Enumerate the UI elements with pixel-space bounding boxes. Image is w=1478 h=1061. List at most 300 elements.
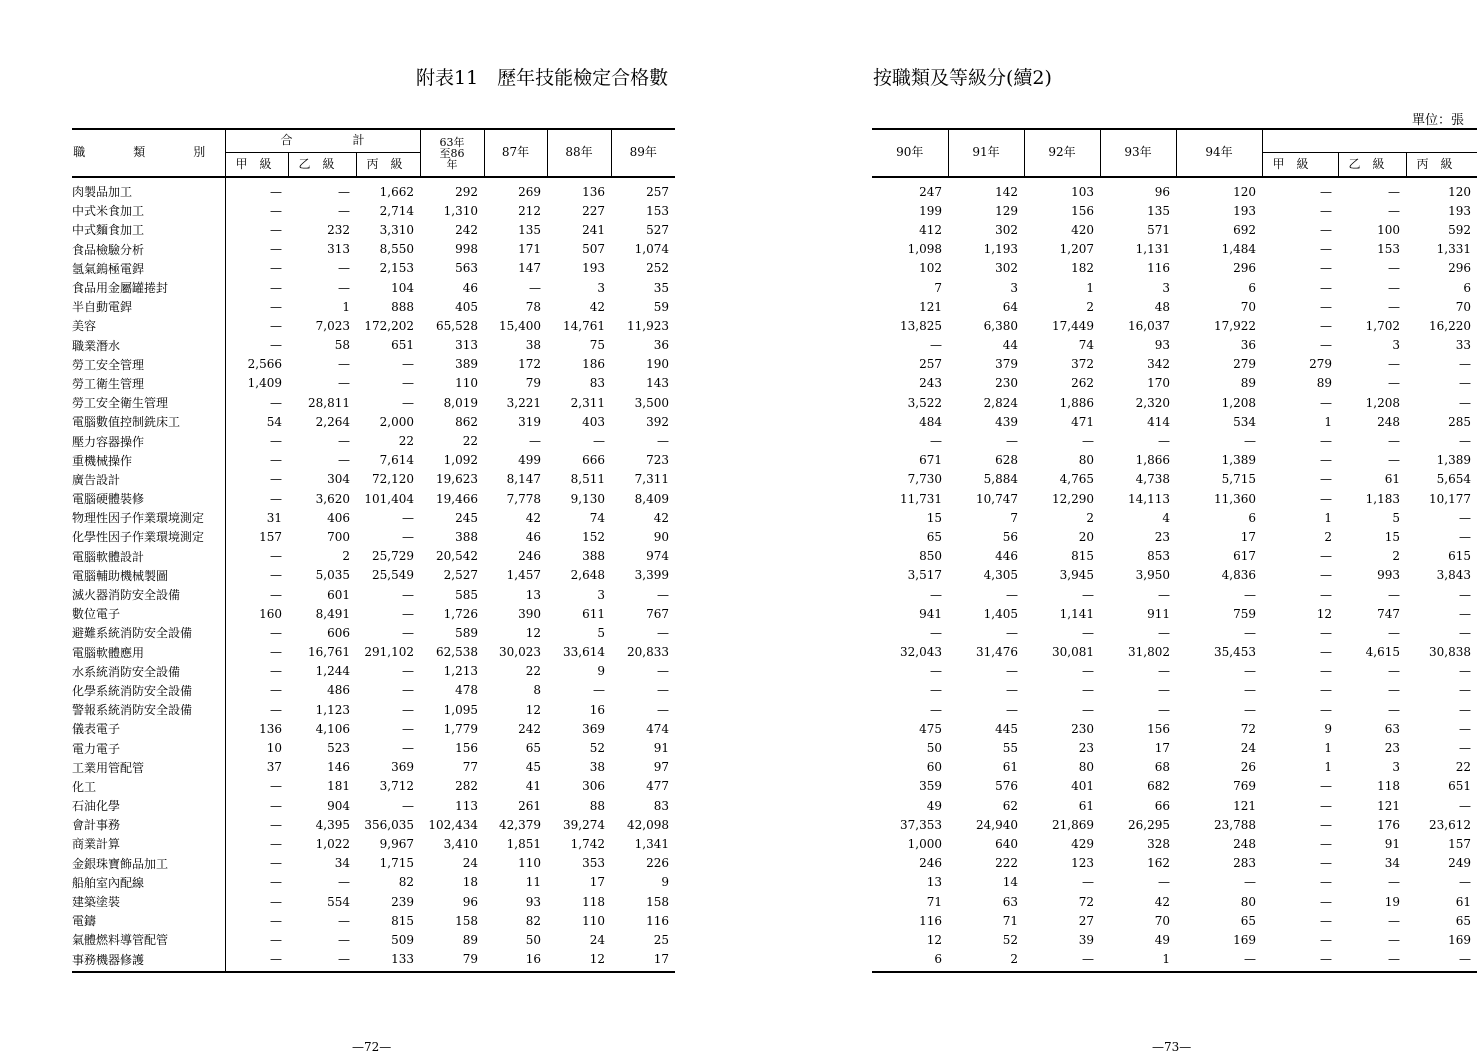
table-cell: 445 (995, 721, 1018, 736)
table-cell: 50 (926, 741, 942, 756)
table-cell: — (657, 434, 670, 449)
table-cell: — (1388, 587, 1400, 602)
table-cell: 589 (455, 625, 479, 640)
table-cell: 3,399 (634, 568, 670, 583)
table-cell: 58 (334, 338, 350, 353)
table-cell: 1 (1162, 952, 1170, 967)
table-cell: 1,208 (1365, 395, 1400, 410)
table-cell: 8 (533, 683, 542, 698)
table-cell: 1 (1324, 510, 1332, 525)
table-cell: — (338, 261, 350, 276)
table-cell: — (1158, 683, 1170, 698)
table-cell: 34 (334, 856, 350, 871)
table-cell: — (1006, 587, 1018, 602)
table-cell: 279 (1233, 357, 1256, 372)
table-cell: 38 (525, 338, 542, 353)
table-row (872, 854, 1477, 873)
table-cell: 13 (525, 587, 542, 602)
table-cell: 2,264 (315, 414, 350, 429)
header-89: 89年 (611, 129, 675, 177)
table-cell: — (1388, 913, 1400, 928)
table-cell: — (1388, 664, 1400, 679)
table-cell: 389 (455, 357, 479, 372)
job-name: 金銀珠寶飾品加工 (72, 854, 225, 873)
header-94-split (1262, 129, 1477, 153)
table-row (872, 873, 1477, 892)
table-cell: 158 (455, 913, 479, 928)
table-cell: 1,183 (1365, 491, 1400, 506)
table-cell: 52 (589, 741, 606, 756)
table-cell: 16 (525, 952, 542, 967)
table-cell: 606 (327, 625, 350, 640)
table-cell: 615 (1448, 549, 1472, 564)
table-cell: — (338, 932, 350, 947)
table-cell: 388 (582, 549, 606, 564)
job-name: 電腦數值控制銑床工 (72, 412, 225, 431)
table-cell: 7,778 (506, 491, 542, 506)
table-row (72, 681, 675, 700)
table-cell: — (1459, 952, 1472, 967)
table-cell: 176 (1377, 817, 1400, 832)
table-cell: 1,715 (379, 856, 415, 871)
table-right (872, 128, 1477, 973)
table-cell: — (402, 683, 415, 698)
table-cell: 116 (1147, 261, 1170, 276)
table-cell: 248 (1233, 836, 1256, 851)
table-cell: 1,484 (1221, 242, 1256, 257)
table-cell: 193 (582, 261, 606, 276)
table-cell: 1,000 (907, 836, 942, 851)
table-cell: 563 (455, 261, 479, 276)
table-cell: — (1244, 875, 1256, 890)
table-cell: — (402, 395, 415, 410)
table-cell: — (1459, 357, 1472, 372)
table-cell: 48 (1154, 299, 1170, 314)
table-cell: 46 (525, 529, 542, 544)
table-cell: 120 (1448, 184, 1472, 199)
table-row (72, 796, 675, 815)
table-cell: 31,476 (976, 645, 1018, 660)
job-name: 肉製品加工 (72, 177, 225, 201)
table-row (872, 451, 1477, 470)
table-cell: 682 (1147, 779, 1170, 794)
table-cell: 82 (398, 875, 415, 890)
table-cell: 1,310 (443, 203, 479, 218)
table-row (872, 374, 1477, 393)
job-name: 廣告設計 (72, 470, 225, 489)
job-name: 電腦硬體裝修 (72, 489, 225, 508)
table-row (872, 681, 1477, 700)
table-row (72, 738, 675, 757)
table-cell: 42,379 (499, 817, 542, 832)
table-cell: — (657, 625, 670, 640)
table-cell: 121 (919, 299, 942, 314)
table-cell: 13,825 (900, 318, 942, 333)
table-cell: 941 (919, 606, 942, 621)
job-name: 水系統消防安全設備 (72, 662, 225, 681)
table-cell: 585 (455, 587, 479, 602)
table-row (72, 950, 675, 972)
table-cell: 32,043 (900, 645, 942, 660)
table-cell: 392 (646, 414, 670, 429)
table-cell: — (270, 280, 282, 295)
table-cell: — (1388, 625, 1400, 640)
table-cell: 45 (525, 760, 542, 775)
table-cell: 993 (1377, 568, 1400, 583)
table-cell: 3 (1392, 760, 1400, 775)
table-cell: 439 (995, 414, 1018, 429)
table-cell: 3,712 (379, 779, 415, 794)
table-cell: 420 (1071, 222, 1094, 237)
table-cell: — (270, 645, 282, 660)
table-cell: 319 (518, 414, 542, 429)
table-cell: 5 (1392, 510, 1400, 525)
table-cell: 71 (1002, 913, 1018, 928)
table-cell: 2,527 (443, 568, 479, 583)
table-cell: 815 (391, 913, 415, 928)
table-cell: 160 (259, 606, 282, 621)
table-cell: 25,729 (372, 549, 415, 564)
table-cell: 23 (1154, 529, 1170, 544)
table-cell: 1,213 (443, 664, 479, 679)
table-cell: 89 (1316, 376, 1332, 391)
table-cell: 23 (1384, 741, 1400, 756)
table-row (72, 451, 675, 470)
table-cell: 20,833 (627, 645, 670, 660)
table-cell: 296 (1233, 261, 1256, 276)
table-row (72, 547, 675, 566)
table-cell: 22 (525, 664, 542, 679)
table-cell: 850 (919, 549, 942, 564)
table-cell: 65,528 (436, 318, 479, 333)
table-cell: — (1320, 856, 1332, 871)
table-cell: 100 (1377, 222, 1400, 237)
table-cell: 1,702 (1365, 318, 1400, 333)
table-cell: 414 (1147, 414, 1170, 429)
table-cell: 74 (1078, 338, 1094, 353)
table-row (72, 297, 675, 316)
table-row (872, 777, 1477, 796)
table-row (72, 278, 675, 297)
table-cell: 477 (646, 779, 670, 794)
table-cell: 50 (525, 932, 542, 947)
table-cell: 25,549 (372, 568, 415, 583)
table-cell: — (1082, 434, 1094, 449)
table-cell: 83 (653, 798, 670, 813)
table-cell: 353 (582, 856, 606, 871)
table-cell: 230 (1071, 721, 1094, 736)
table-cell: 2 (1086, 299, 1094, 314)
table-cell: — (1459, 395, 1472, 410)
table-cell: 8,550 (379, 242, 415, 257)
table-cell: 911 (1147, 606, 1170, 621)
table-cell: 157 (1448, 836, 1472, 851)
table-cell: 1,457 (506, 568, 542, 583)
table-cell: — (1459, 683, 1472, 698)
table-cell: 904 (327, 798, 350, 813)
table-cell: 611 (582, 606, 606, 621)
job-name: 石油化學 (72, 796, 225, 815)
table-cell: 8,019 (443, 395, 479, 410)
table-cell: — (270, 453, 282, 468)
table-cell: — (270, 184, 282, 199)
table-cell: 70 (1455, 299, 1472, 314)
table-cell: 446 (995, 549, 1018, 564)
table-cell: 33,614 (563, 645, 606, 660)
job-name: 工業用管配管 (72, 758, 225, 777)
table-cell: 2 (1086, 510, 1094, 525)
table-cell: — (1388, 932, 1400, 947)
table-row (72, 892, 675, 911)
table-row (872, 240, 1477, 259)
table-cell: — (930, 338, 942, 353)
table-cell: 509 (391, 932, 415, 947)
job-name: 勞工衛生管理 (72, 374, 225, 393)
table-cell: — (1244, 952, 1256, 967)
table-cell: 5,654 (1436, 472, 1472, 487)
table-cell: 39 (1078, 932, 1094, 947)
table-cell: — (657, 702, 670, 717)
job-name: 壓力容器操作 (72, 431, 225, 450)
table-cell: 121 (1377, 798, 1400, 813)
table-cell: 172,202 (364, 318, 415, 333)
table-cell: 2 (1324, 529, 1332, 544)
table-row (872, 758, 1477, 777)
table-cell: — (270, 203, 282, 218)
table-cell: 3,620 (315, 491, 350, 506)
header-r-jia: 甲 級 (1262, 153, 1338, 178)
table-cell: 19,466 (436, 491, 479, 506)
table-cell: — (402, 721, 415, 736)
table-cell: 507 (582, 242, 606, 257)
table-cell: 36 (653, 338, 670, 353)
table-cell: — (1388, 376, 1400, 391)
table-cell: 359 (919, 779, 942, 794)
table-cell: 617 (1233, 549, 1256, 564)
table-cell: — (270, 952, 282, 967)
table-row (872, 355, 1477, 374)
table-cell: — (1082, 664, 1094, 679)
header-93: 93年 (1100, 129, 1176, 177)
table-row (872, 259, 1477, 278)
table-cell: 242 (518, 721, 542, 736)
table-cell: 25 (653, 932, 670, 947)
table-cell: 7 (1010, 510, 1018, 525)
table-cell: 83 (589, 376, 606, 391)
table-cell: 104 (391, 280, 415, 295)
table-cell: 246 (518, 549, 542, 564)
table-cell: 1 (1324, 760, 1332, 775)
table-row (72, 412, 675, 431)
table-cell: 79 (525, 376, 542, 391)
table-cell: 243 (919, 376, 942, 391)
table-row (872, 585, 1477, 604)
table-cell: 486 (327, 683, 350, 698)
table-cell: 60 (926, 760, 942, 775)
table-cell: 193 (1448, 203, 1472, 218)
table-row (72, 374, 675, 393)
table-cell: 17 (589, 875, 606, 890)
table-cell: 30,023 (499, 645, 542, 660)
table-cell: 2,000 (379, 414, 415, 429)
table-cell: — (1320, 261, 1332, 276)
table-cell: 226 (646, 856, 670, 871)
page-title-left: 附表11 歷年技能檢定合格數 (416, 67, 669, 89)
table-cell: 328 (1147, 836, 1170, 851)
table-cell: — (338, 203, 350, 218)
table-cell: — (1388, 952, 1400, 967)
table-row (72, 527, 675, 546)
header-90: 90年 (872, 129, 948, 177)
table-cell: 212 (518, 203, 542, 218)
table-cell: 1 (1086, 280, 1094, 295)
job-name: 氬氣鎢極電銲 (72, 259, 225, 278)
table-row (872, 278, 1477, 297)
table-cell: 222 (995, 856, 1018, 871)
table-cell: — (1388, 357, 1400, 372)
table-cell: 156 (455, 741, 479, 756)
table-cell: 22 (398, 434, 415, 449)
table-cell: 372 (1071, 357, 1094, 372)
table-cell: 1,098 (907, 242, 942, 257)
table-cell: 388 (455, 529, 479, 544)
table-cell: 2,648 (570, 568, 606, 583)
table-cell: — (1320, 318, 1332, 333)
table-cell: 18 (462, 875, 479, 890)
table-cell: 153 (646, 203, 670, 218)
table-cell: — (930, 683, 942, 698)
table-cell: 6 (1248, 510, 1256, 525)
table-cell: 12 (1316, 606, 1332, 621)
table-cell: 628 (995, 453, 1018, 468)
table-cell: 136 (259, 721, 282, 736)
table-cell: 296 (1448, 261, 1472, 276)
table-cell: 302 (995, 261, 1018, 276)
table-cell: 19 (1384, 894, 1400, 909)
table-cell: 1,886 (1059, 395, 1094, 410)
table-cell: — (270, 779, 282, 794)
table-row (872, 930, 1477, 949)
table-cell: — (1320, 645, 1332, 660)
table-cell: 88 (589, 798, 606, 813)
table-cell: 7,730 (907, 472, 942, 487)
table-cell: — (270, 338, 282, 353)
page-title-right: 按職類及等級分(續2) (873, 67, 1052, 89)
job-name: 職業潛水 (72, 336, 225, 355)
table-cell: 31,802 (1128, 645, 1170, 660)
table-row (872, 604, 1477, 623)
table-cell: 10,177 (1429, 491, 1472, 506)
table-cell: 369 (391, 760, 415, 775)
table-cell: 102 (919, 261, 942, 276)
table-cell: 16,037 (1128, 318, 1170, 333)
table-cell: — (1006, 664, 1018, 679)
table-cell: — (270, 894, 282, 909)
table-cell: — (1388, 261, 1400, 276)
table-cell: 401 (1071, 779, 1094, 794)
table-cell: — (338, 280, 350, 295)
table-cell: 52 (1002, 932, 1018, 947)
table-cell: 1,726 (443, 606, 479, 621)
table-cell: 80 (1078, 453, 1094, 468)
table-cell: 406 (327, 510, 350, 525)
table-cell: 24 (462, 856, 479, 871)
table-cell: 16 (589, 702, 606, 717)
table-cell: — (270, 625, 282, 640)
table-row (72, 700, 675, 719)
table-cell: 4,765 (1059, 472, 1094, 487)
table-cell: 403 (582, 414, 606, 429)
table-row (72, 585, 675, 604)
table-cell: — (338, 184, 350, 199)
table-cell: 153 (1377, 242, 1400, 257)
job-name: 化學性因子作業環境測定 (72, 527, 225, 546)
table-row (872, 719, 1477, 738)
table-row (72, 393, 675, 412)
table-cell: 33 (1455, 338, 1472, 353)
table-cell: 888 (391, 299, 415, 314)
table-cell: 120 (1233, 184, 1256, 199)
table-row (872, 911, 1477, 930)
table-cell: 1,131 (1135, 242, 1170, 257)
table-cell: 7,023 (315, 318, 350, 333)
table-cell: — (402, 376, 415, 391)
table-row (72, 566, 675, 585)
table-cell: 156 (1147, 721, 1170, 736)
job-name: 避難系統消防安全設備 (72, 623, 225, 642)
table-row (872, 643, 1477, 662)
table-cell: — (338, 913, 350, 928)
table-cell: 37,353 (900, 817, 942, 832)
header-job: 職 類 別 (72, 129, 225, 177)
table-cell: 2,824 (983, 395, 1018, 410)
table-cell: 232 (327, 222, 350, 237)
table-cell: 292 (455, 184, 479, 199)
table-row (72, 873, 675, 892)
table-cell: 143 (646, 376, 670, 391)
table-cell: — (1320, 894, 1332, 909)
table-cell: 230 (995, 376, 1018, 391)
table-cell: 101,404 (364, 491, 415, 506)
table-cell: 55 (1002, 741, 1018, 756)
table-cell: 499 (518, 453, 542, 468)
table-cell: — (270, 472, 282, 487)
table-cell: 91 (653, 741, 670, 756)
table-cell: 37 (266, 760, 282, 775)
table-row (872, 316, 1477, 335)
job-name: 食品用金屬罐捲封 (72, 278, 225, 297)
table-cell: 1,074 (634, 242, 670, 257)
table-cell: 182 (1071, 261, 1094, 276)
table-cell: — (402, 741, 415, 756)
table-cell: 283 (1233, 856, 1256, 871)
table-cell: — (1388, 184, 1400, 199)
table-cell: — (1320, 836, 1332, 851)
table-cell: 592 (1448, 222, 1472, 237)
table-cell: — (930, 434, 942, 449)
table-row (872, 412, 1477, 431)
job-name: 數位電子 (72, 604, 225, 623)
table-cell: — (1082, 702, 1094, 717)
table-cell: 11,731 (900, 491, 942, 506)
table-cell: — (1388, 203, 1400, 218)
table-row (872, 796, 1477, 815)
job-name: 電腦軟體設計 (72, 547, 225, 566)
table-cell: 7 (934, 280, 942, 295)
table-cell: 12 (525, 702, 542, 717)
table-cell: 700 (327, 529, 350, 544)
table-cell: — (1320, 280, 1332, 295)
